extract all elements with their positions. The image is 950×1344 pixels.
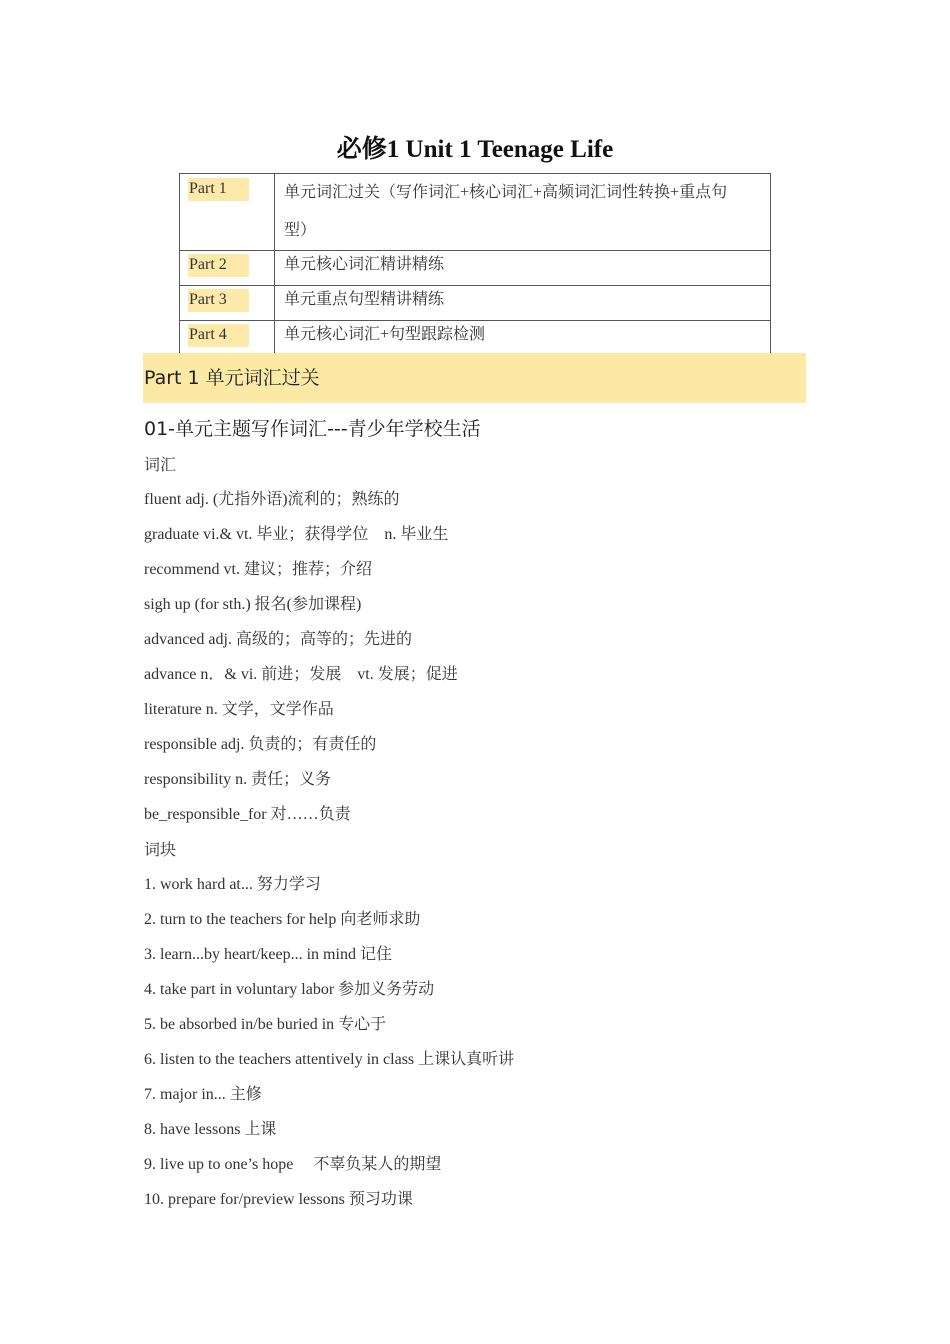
description-text: 单元核心词汇精讲精练 — [275, 251, 771, 286]
description-text-cont: 型） — [284, 222, 317, 239]
description-text: 单元重点句型精讲精练 — [275, 286, 771, 321]
vocab-item: recommend vt. 建议；推荐；介绍 — [144, 561, 372, 578]
vocab-item: responsibility n. 责任；义务 — [144, 771, 332, 788]
vocab-item: sigh up (for sth.) 报名(参加课程) — [144, 596, 362, 613]
description-text: 单元核心词汇+句型跟踪检测 — [275, 321, 771, 356]
subsection-heading: 01-单元主题写作词汇---青少年学校生活 — [144, 418, 481, 440]
table-row — [180, 174, 771, 251]
vocab-label: 词汇 — [144, 457, 177, 474]
part-cell — [180, 286, 275, 321]
part-label: Part 3 — [188, 289, 249, 312]
chunk-item: 4. take part in voluntary labor 参加义务劳动 — [144, 981, 435, 998]
section-banner — [143, 353, 806, 403]
chunk-item: 8. have lessons 上课 — [144, 1121, 277, 1138]
chunk-item: 2. turn to the teachers for help 向老师求助 — [144, 911, 421, 928]
table-row — [180, 251, 771, 286]
part-label: Part 4 — [188, 324, 249, 347]
part-cell — [180, 251, 275, 286]
description-text: 单元词汇过关（写作词汇+核心词汇+高频词汇词性转换+重点句 — [284, 184, 728, 201]
description-cell — [275, 174, 771, 251]
part-label: Part 1 — [188, 178, 249, 201]
chunks-label: 词块 — [144, 842, 177, 859]
chunk-item: 9. live up to one’s hope 不辜负某人的期望 — [144, 1156, 442, 1173]
page-title: 必修1 Unit 1 Teenage Life — [336, 136, 614, 163]
part-label: Part 2 — [188, 254, 249, 277]
vocab-item: advanced adj. 高级的；高等的；先进的 — [144, 631, 412, 648]
table-row — [180, 286, 771, 321]
chunk-item: 7. major in... 主修 — [144, 1086, 262, 1103]
contents-table — [179, 173, 771, 356]
chunk-item: 6. listen to the teachers attentively in class 上课认真听讲 — [144, 1051, 515, 1068]
vocab-item: advance n．& vi. 前进；发展 vt. 发展；促进 — [144, 666, 458, 683]
vocab-item: graduate vi.& vt. 毕业；获得学位 n. 毕业生 — [144, 526, 449, 543]
part-cell — [180, 174, 275, 251]
table-row — [180, 321, 771, 356]
vocab-item: literature n. 文学，文学作品 — [144, 701, 334, 718]
chunk-item: 5. be absorbed in/be buried in 专心于 — [144, 1016, 387, 1033]
chunk-item: 10. prepare for/preview lessons 预习功课 — [144, 1191, 413, 1208]
chunk-item: 1. work hard at... 努力学习 — [144, 876, 321, 893]
part-cell — [180, 321, 275, 356]
vocab-item: responsible adj. 负责的；有责任的 — [144, 736, 377, 753]
vocab-item: fluent adj. (尤指外语)流利的；熟练的 — [144, 491, 400, 508]
vocab-item: be_responsible_for 对……负责 — [144, 806, 351, 823]
chunk-item: 3. learn...by heart/keep... in mind 记住 — [144, 946, 392, 963]
section-banner-title: Part 1 单元词汇过关 — [144, 367, 320, 389]
